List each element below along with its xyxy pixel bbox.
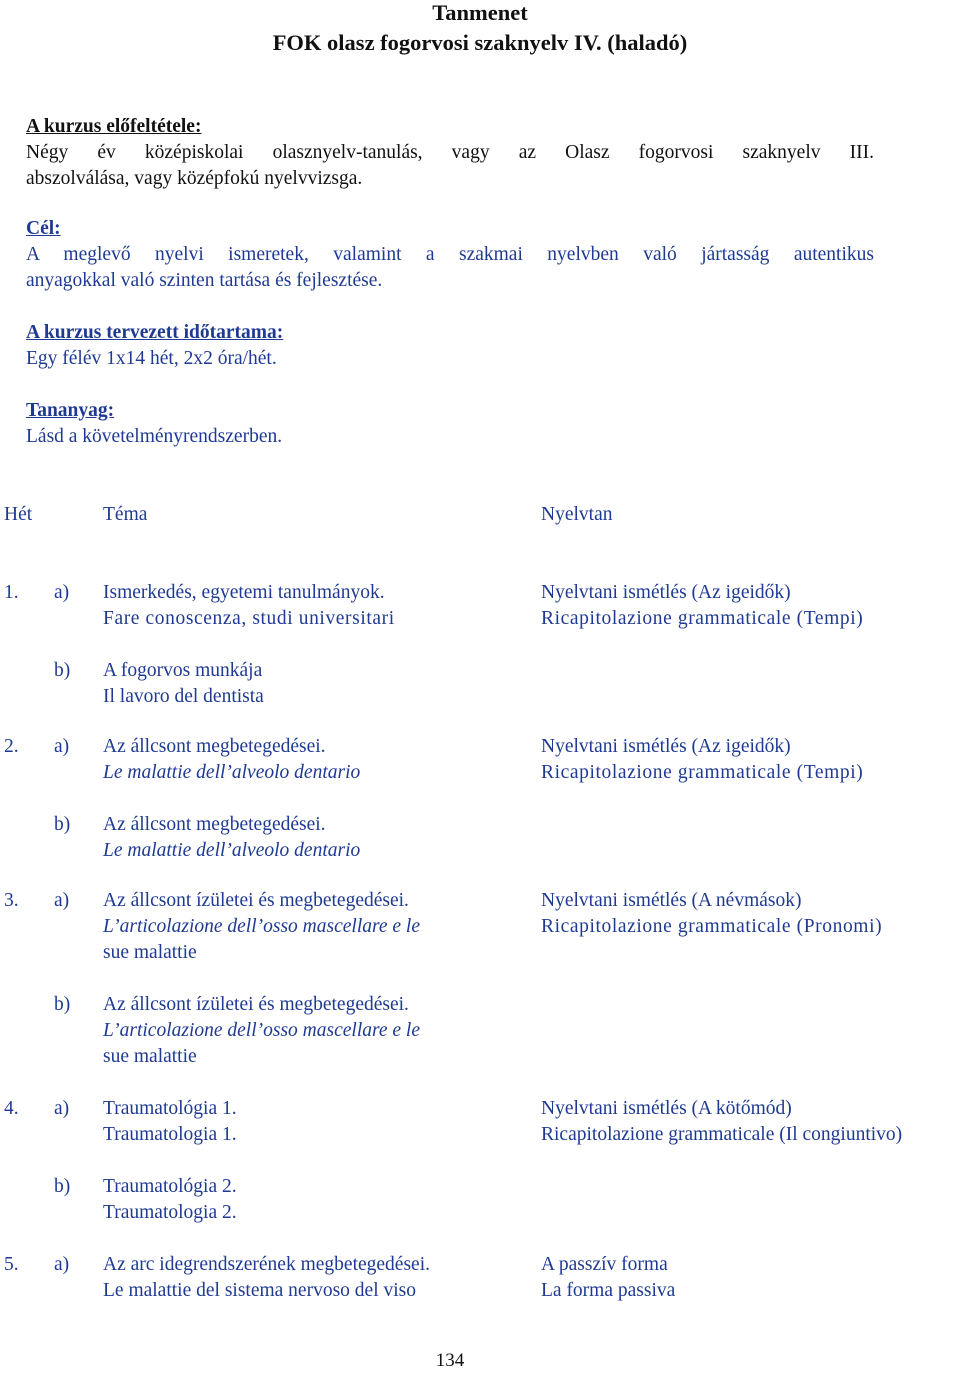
week-grammar-it: Ricapitolazione grammaticale (Pronomi) (541, 916, 883, 937)
week-session-label: a) (54, 1254, 70, 1275)
week-topic-it-cont: sue malattie (103, 942, 197, 963)
prerequisite-heading: A kurzus előfeltétele: (26, 116, 202, 137)
week-topic-hu: Az állcsont megbetegedései. (103, 736, 326, 757)
week-topic-it-cont: sue malattie (103, 1046, 197, 1067)
week-grammar-hu: Nyelvtani ismétlés (Az igeidők) (541, 582, 791, 603)
header-grammar: Nyelvtan (541, 504, 613, 525)
prerequisite-text-line2: abszolválása, vagy középfokú nyelvvizsga. (26, 168, 363, 189)
goal-heading: Cél: (26, 218, 61, 239)
material-text: Lásd a követelményrendszerben. (26, 426, 283, 447)
week-topic-it: Fare conoscenza, studi universitari (103, 608, 395, 629)
week-topic-hu: Traumatológia 1. (103, 1098, 237, 1119)
material-heading: Tananyag: (26, 400, 115, 421)
header-topic: Téma (103, 504, 148, 525)
week-grammar-it: Ricapitolazione grammaticale (Il congiuntivo) (541, 1124, 903, 1145)
week-session-label: a) (54, 582, 70, 603)
week-session-label: b) (54, 660, 71, 681)
week-session-label: a) (54, 736, 70, 757)
week-topic-hu: Az állcsont megbetegedései. (103, 814, 326, 835)
week-topic-it: Le malattie del sistema nervoso del viso (103, 1280, 416, 1301)
week-number: 5. (4, 1254, 19, 1275)
week-session-label: b) (54, 994, 71, 1015)
week-session-label: a) (54, 1098, 70, 1119)
week-topic-hu: Az állcsont ízületei és megbetegedései. (103, 890, 409, 911)
duration-heading: A kurzus tervezett időtartama: (26, 322, 284, 343)
week-topic-it: L’articolazione dell’osso mascellare e le (103, 1020, 420, 1041)
week-number: 1. (4, 582, 19, 603)
week-topic-it: Le malattie dell’alveolo dentario (103, 762, 361, 783)
goal-text-line2: anyagokkal való szinten tartása és fejlesztése. (26, 270, 383, 291)
page-number: 134 (435, 1350, 465, 1371)
header-week: Hét (4, 504, 33, 525)
duration-text: Egy félév 1x14 hét, 2x2 óra/hét. (26, 348, 277, 369)
week-topic-hu: Az arc idegrendszerének megbetegedései. (103, 1254, 430, 1275)
week-number: 2. (4, 736, 19, 757)
week-grammar-hu: A passzív forma (541, 1254, 668, 1275)
week-topic-hu: Az állcsont ízületei és megbetegedései. (103, 994, 409, 1015)
week-topic-it: Il lavoro del dentista (103, 686, 264, 707)
week-grammar-hu: Nyelvtani ismétlés (A névmások) (541, 890, 802, 911)
week-grammar-hu: Nyelvtani ismétlés (Az igeidők) (541, 736, 791, 757)
week-grammar-it: Ricapitolazione grammaticale (Tempi) (541, 608, 864, 629)
goal-text-line1: A meglevő nyelvi ismeretek, valamint a szakmai nyelvben való jártasság autentikus (26, 244, 874, 265)
week-topic-it: L’articolazione dell’osso mascellare e le (103, 916, 420, 937)
week-grammar-it: Ricapitolazione grammaticale (Tempi) (541, 762, 864, 783)
week-topic-it: Le malattie dell’alveolo dentario (103, 840, 361, 861)
week-grammar-hu: Nyelvtani ismétlés (A kötőmód) (541, 1098, 792, 1119)
week-topic-hu: A fogorvos munkája (103, 660, 263, 681)
document-title: Tanmenet (432, 0, 528, 25)
week-topic-it: Traumatologia 1. (103, 1124, 237, 1145)
week-number: 4. (4, 1098, 19, 1119)
document-subtitle: FOK olasz fogorvosi szaknyelv IV. (haladó) (272, 30, 688, 55)
week-topic-hu: Traumatológia 2. (103, 1176, 237, 1197)
week-session-label: b) (54, 1176, 71, 1197)
week-session-label: a) (54, 890, 70, 911)
week-topic-hu: Ismerkedés, egyetemi tanulmányok. (103, 582, 385, 603)
prerequisite-text-line1: Négy év középiskolai olasznyelv-tanulás, vagy az Olasz fogorvosi szaknyelv III. (26, 142, 874, 163)
week-number: 3. (4, 890, 19, 911)
week-topic-it: Traumatologia 2. (103, 1202, 237, 1223)
week-grammar-it: La forma passiva (541, 1280, 676, 1301)
week-session-label: b) (54, 814, 71, 835)
